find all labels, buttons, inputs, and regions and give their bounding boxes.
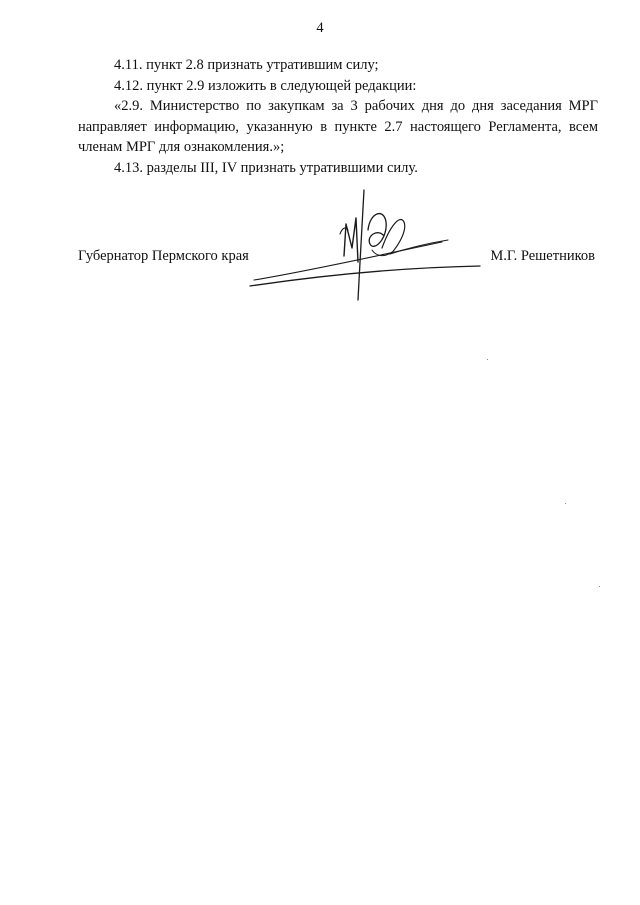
paragraph-2-9-quote: «2.9. Министерство по закупкам за 3 рабочих дня до дня заседания МРГ направляет информацию, указанную в пункте 2.7 настоящего Регламента, всем членам МРГ для ознакомления.»; xyxy=(78,98,598,155)
paragraph-4-11: 4.11. пункт 2.8 признать утратившим силу; xyxy=(114,57,379,73)
scan-speck xyxy=(565,503,566,504)
page-number: 4 xyxy=(316,20,324,36)
scan-speck xyxy=(599,586,600,587)
paragraph-4-13: 4.13. разделы III, IV признать утратившими силу. xyxy=(114,159,418,176)
scan-speck xyxy=(487,359,488,360)
handwritten-signature xyxy=(244,182,484,312)
paragraph-4-12: 4.12. пункт 2.9 изложить в следующей редакции: xyxy=(114,77,417,94)
signatory-name: М.Г. Решетников xyxy=(490,248,595,264)
document-body xyxy=(78,55,598,178)
signatory-title: Губернатор Пермского края xyxy=(78,248,249,264)
